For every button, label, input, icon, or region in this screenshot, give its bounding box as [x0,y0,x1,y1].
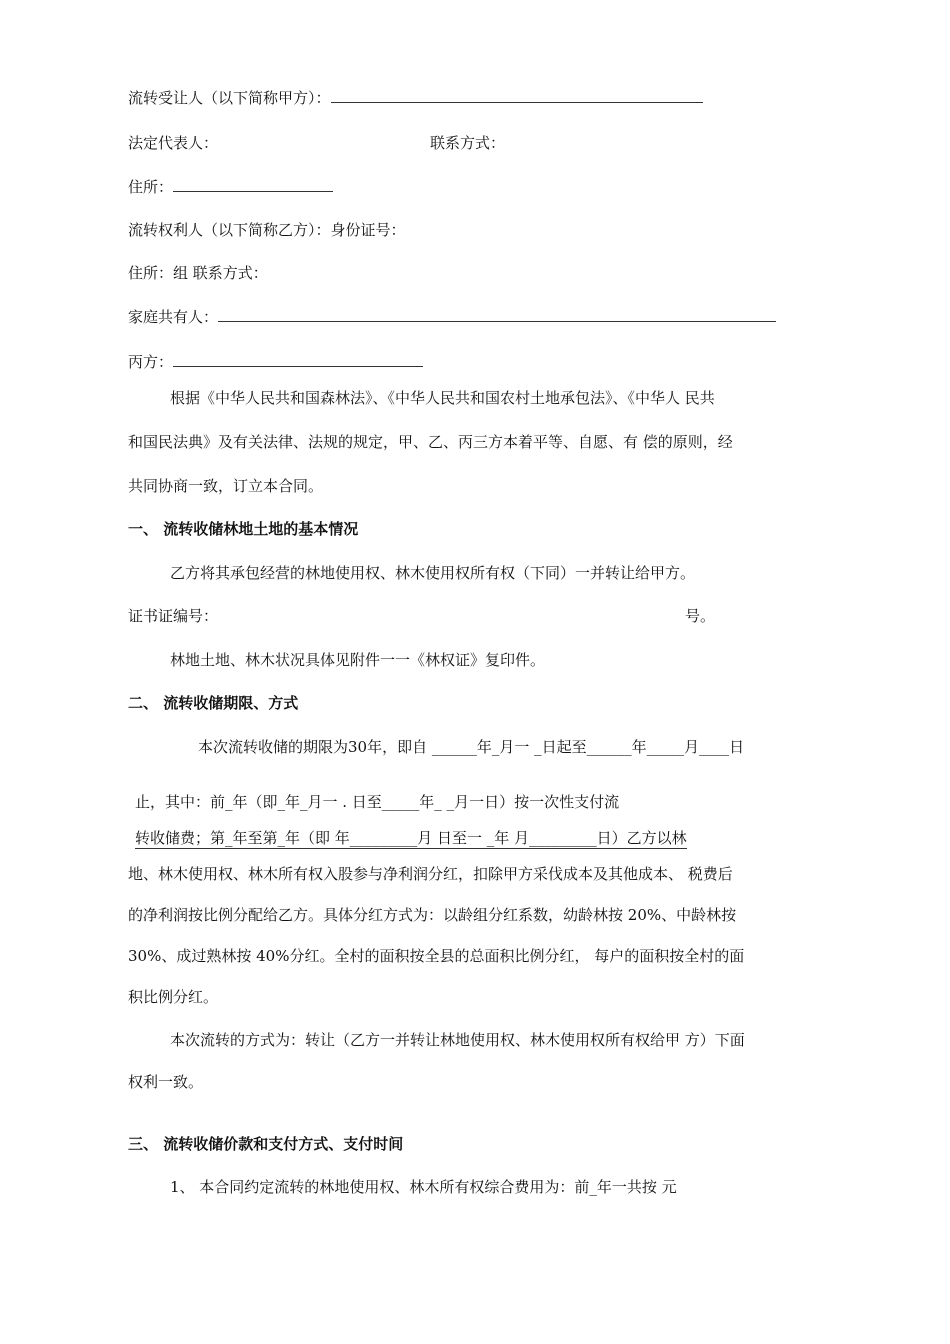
method-line-2: 权利一致。 [128,1073,204,1091]
co-owner-blank [218,307,776,322]
cert-number-suffix: 号。 [685,607,716,625]
cert-number-label: 证书证编号： [128,607,219,625]
term-detail-line-4: 的净利润按比例分配给乙方。具体分红方式为：以龄组分红系数，幼龄林按 20%、中龄林按 [128,906,737,924]
transferee-line [128,88,703,108]
term-line: 本次流转收储的期限为30年，即自 ______年_月一 _日起至______年_____月____日 [198,738,745,756]
contact-label: 联系方式： [430,134,506,152]
preamble-line-1: 根据《中华人民共和国森林法》、《中华人民共和国农村土地承包法》、《中华人 民共 [170,389,715,407]
residence-label-2: 住所：组 联系方式： [128,264,268,282]
party-c-blank [173,352,423,367]
contact-line [430,133,505,153]
term-detail-line-1: 止，其中：前_年（即_年_月一 . 日至_____年_ _月一日）按一次性支付流 [135,793,620,811]
residence-line-1 [128,177,333,197]
residence-blank-1 [173,177,333,192]
section-3-item-1: 1、 本合同约定流转的林地使用权、林木所有权综合费用为：前_年一共按 元 [170,1178,677,1196]
residence-label-1: 住所： [128,178,174,196]
method-line-1: 本次流转的方式为：转让（乙方一并转让林地使用权、林木使用权所有权给甲 方）下面 [170,1031,745,1049]
transferee-label: 流转受让人（以下简称甲方）： [128,89,331,107]
residence-line-2 [128,263,268,283]
preamble-line-2: 和国民法典》及有关法律、法规的规定，甲、乙、丙三方本着平等、自愿、有 偿的原则，经 [128,433,733,451]
section-1-paragraph-2: 林地土地、林木状况具体见附件一一《林权证》复印件。 [170,651,546,669]
term-detail-line-5: 30%、成过熟林按 40%分红。全村的面积按全县的总面积比例分红， 每户的面积按全村的面 [128,947,745,965]
section-1-paragraph-1: 乙方将其承包经营的林地使用权、林木使用权所有权（下同）一并转让给甲方。 [170,564,696,582]
co-owner-line [128,307,776,327]
preamble-line-3: 共同协商一致，订立本合同。 [128,477,324,495]
section-2-heading: 二、 流转收储期限、方式 [128,694,299,712]
term-detail-line-2: 转收储费；第_年至第_年（即 年_________月 日至一 _年 月_________日）乙方以林 [135,829,687,847]
transferor-line [128,220,406,240]
transferor-label: 流转权利人（以下简称乙方）：身份证号： [128,221,406,239]
co-owner-label: 家庭共有人： [128,308,219,326]
term-detail-line-6: 积比例分红。 [128,988,219,1006]
transferee-blank [331,88,703,103]
legal-rep-line [128,133,218,153]
party-c-label: 丙方： [128,353,174,371]
legal-rep-label: 法定代表人： [128,134,219,152]
section-1-heading: 一、 流转收储林地土地的基本情况 [128,520,359,538]
section-3-heading: 三、 流转收储价款和支付方式、支付时间 [128,1135,404,1153]
party-c-line [128,352,423,372]
term-detail-line-3: 地、林木使用权、林木所有权入股参与净利润分红，扣除甲方采伐成本及其他成本、 税费后 [128,865,733,883]
